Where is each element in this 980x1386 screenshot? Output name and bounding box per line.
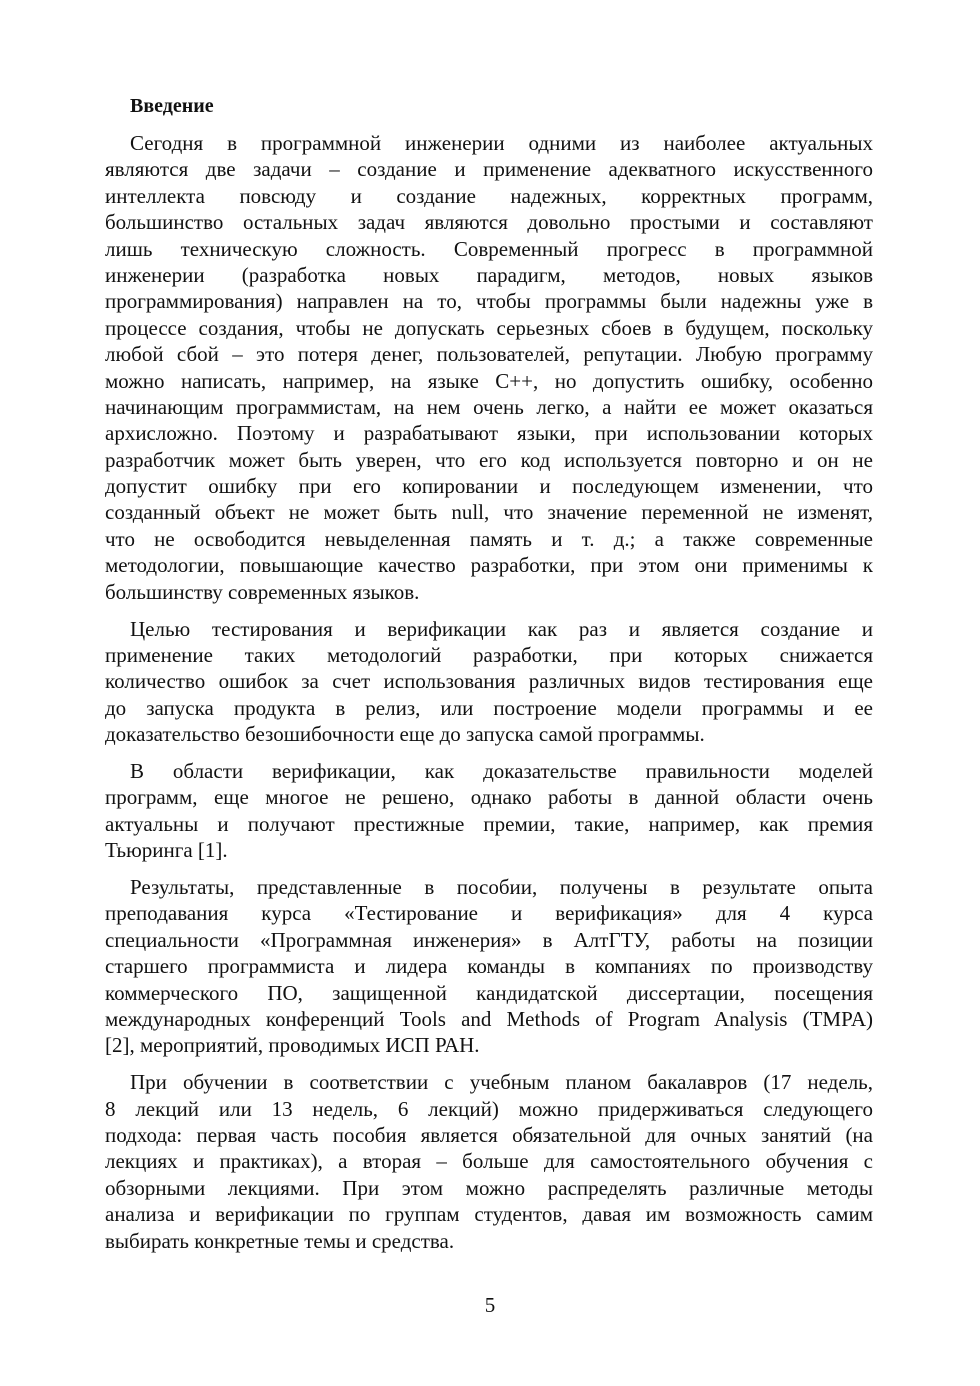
text-line: можно написать, например, на языке C++, но допустить ошибку, особенно [105, 368, 873, 393]
text-line: программирования) направлен на то, чтобы программы были надежны уже в [105, 289, 873, 314]
text-line: 8 лекций или 13 недель, 6 лекций) можно придерживаться следующего [105, 1096, 873, 1121]
text-line: подхода: первая часть пособия является обязательной для очных занятий (на [105, 1123, 873, 1148]
text-line: инженерии (разработка новых парадигм, методов, новых языков [105, 262, 873, 287]
text-line: любой сбой – это потеря денег, пользователей, репутации. Любую программу [105, 342, 873, 367]
paragraph [105, 130, 873, 605]
text-line: процессе создания, чтобы не допускать серьезных сбоев в будущем, поскольку [105, 315, 873, 340]
text-line: [2], мероприятий, проводимых ИСП РАН. [105, 1033, 480, 1058]
paragraph [105, 1069, 873, 1254]
text-line: лишь техническую сложность. Современный прогресс в программной [105, 236, 873, 261]
text-line: до запуска продукта в релиз, или построение модели программы и ее [105, 695, 873, 720]
text-line: архисложно. Поэтому и разрабатывают языки, при использовании которых [105, 421, 873, 446]
text-line: интеллекта повсюду и создание надежных, корректных программ, [105, 183, 873, 208]
text-line: Результаты, представленные в пособии, получены в результате опыта [130, 875, 873, 900]
text-line: актуальны и получают престижные премии, такие, например, как премия [105, 811, 873, 836]
text-line: В области верификации, как доказательстве правильности моделей [130, 758, 873, 783]
paragraphs [105, 130, 873, 1254]
text-line: специальности «Программная инженерия» в АлтГТУ, работы на позиции [105, 927, 873, 952]
text-line: обзорными лекциями. При этом можно распределять различные методы [105, 1175, 873, 1200]
text-line: анализа и верификации по группам студентов, давая им возможность самим [105, 1202, 873, 1227]
text-line: лекциях и практиках), а вторая – больше для самостоятельного обучения с [105, 1149, 873, 1174]
text-line: разработчик может быть уверен, что его код используется повторно и он не [105, 447, 873, 472]
text-line: Тьюринга [1]. [105, 838, 228, 863]
text-line: начинающим программистам, на нем очень легко, а найти ее может оказаться [105, 394, 873, 419]
text-line: доказательство безошибочности еще до запуска самой программы. [105, 722, 705, 747]
text-line: что не освободится невыделенная память и т. д.; а также современные [105, 526, 873, 551]
text-line: применение таких методологий разработки, при которых снижается [105, 642, 873, 667]
text-line: допустит ошибку при его копировании и последующем изменении, что [105, 474, 873, 499]
text-line: являются две задачи – создание и применение адекватного искусственного [105, 157, 873, 182]
text-line: программ, еще многое не решено, однако работы в данной области очень [105, 785, 873, 810]
text-line: большинству современных языков. [105, 579, 420, 604]
text-line: преподавания курса «Тестирование и верификация» для 4 курса [105, 901, 873, 926]
text-line: международных конференций Tools and Methods of Program Analysis (TMPA) [105, 1007, 873, 1031]
text-line: При обучении в соответствии с учебным планом бакалавров (17 недель, [130, 1070, 873, 1095]
text-line: большинство остальных задач являются довольно простыми и составляют [105, 210, 873, 235]
page-number: 5 [484, 1293, 496, 1317]
paragraph [105, 758, 873, 864]
text-line: количество ошибок за счет использования различных видов тестирования еще [105, 669, 873, 694]
section-heading: Введение [130, 95, 214, 117]
page-body [105, 92, 873, 1254]
paragraph [105, 874, 873, 1059]
text-line: Сегодня в программной инженерии одними из наиболее актуальных [130, 131, 873, 155]
text-line: выбирать конкретные темы и средства. [105, 1228, 455, 1253]
text-line: Целью тестирования и верификации как раз и является создание и [130, 616, 873, 641]
text-line: методологии, повышающие качество разработки, при этом они применимы к [105, 553, 873, 578]
text-line: старшего программиста и лидера команды в компаниях по производству [105, 954, 873, 979]
text-line: коммерческого ПО, защищенной кандидатской диссертации, посещения [105, 980, 873, 1005]
paragraph [105, 616, 873, 748]
text-line: созданный объект не может быть null, что значение переменной не изменят, [105, 500, 873, 525]
